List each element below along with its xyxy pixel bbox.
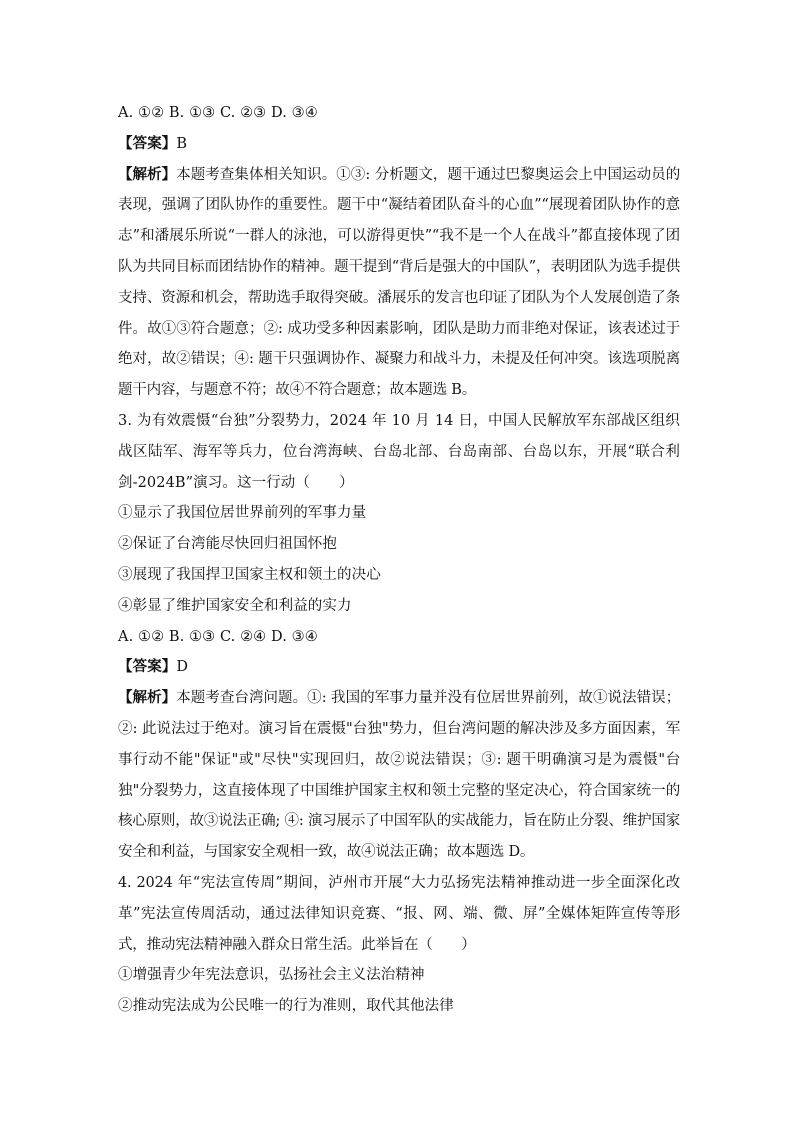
- q3-item-4: ④彰显了维护国家安全和利益的实力: [118, 597, 352, 614]
- answer-value: D: [176, 659, 189, 676]
- answer-value: B: [176, 135, 188, 152]
- q3-answer: [118, 652, 680, 683]
- analysis-label: 【解析】: [118, 165, 177, 183]
- q3-item-1: ①显示了我国位居世界前列的军事力量: [118, 505, 367, 522]
- q3-analysis: [118, 683, 680, 868]
- q2-analysis: [118, 160, 680, 406]
- q2-answer: [118, 129, 680, 160]
- answer-label: 【答案】: [118, 134, 177, 152]
- analysis-text: 本题考查台湾问题。①: 我国的军事力量并没有位居世界前列，故①说法错误；②: 此说法过于绝对。演习旨在震慑"台独"势力，但台湾问题的解决涉及多方面因素，军事行动不能"保证"或"尽快"实现回归，故②说法错误；③: 题干明确演习是为震慑"台独"分裂势力，这直接体现了中国维护国家主权和领土完整的坚定决心，符合国家统一的核心原则，故③说法正确; ④: 演习展示了中国军队的实战能力，旨在防止分裂、维护国家安全和利益，与国家安全观相一致，故④说法正确；故本题选 D。: [118, 690, 680, 861]
- q4-stem: 4. 2024 年“宪法宣传周”期间，泸州市开展“大力弘扬宪法精神推动进一步全面深化改革”宪法宣传周活动，通过法律知识竞赛、“报、网、端、微、屏”全媒体矩阵宣传等形式，推动宪法精神融入群众日常生活。此举旨在（ ）: [118, 874, 680, 953]
- q3-options: A. ①② B. ①③ C. ②④ D. ③④: [118, 628, 318, 645]
- answer-label: 【答案】: [118, 658, 177, 676]
- analysis-label: 【解析】: [118, 689, 177, 707]
- document-page: [118, 98, 680, 1022]
- q3-item-3: ③展现了我国捍卫国家主权和领土的决心: [118, 566, 381, 583]
- analysis-text: 本题考查集体相关知识。①③: 分析题文，题干通过巴黎奥运会上中国运动员的表现，强调了团队协作的重要性。题干中“凝结着团队奋斗的心血”“展现着团队协作的意志”和潘展乐所说“一群人的泳池，可以游得更快”“我不是一个人在战斗”都直接体现了团队为共同目标而团结协作的精神。题干提到“背后是强大的中国队”，表明团队为选手提供支持、资源和机会，帮助选手取得突破。潘展乐的发言也印证了团队为个人发展创造了条件。故①③符合题意；②: 成功受多种因素影响，团队是助力而非绝对保证，该表述过于绝对，故②错误；④: 题干只强调协作、凝聚力和战斗力，未提及任何冲突。该选项脱离题干内容，与题意不符；故④不符合题意；故本题选 B。: [118, 166, 680, 399]
- q3-stem: 3. 为有效震慑“台独”分裂势力，2024 年 10 月 14 日，中国人民解放军东部战区组织战区陆军、海军等兵力，位台湾海峡、台岛北部、台岛南部、台岛以东，开展“联合利剑-2024B”演习。这一行动（ ）: [118, 412, 680, 491]
- q3-item-2: ②保证了台湾能尽快回归祖国怀抱: [118, 536, 337, 553]
- q4-item-2: ②推动宪法成为公民唯一的行为准则，取代其他法律: [118, 998, 454, 1015]
- q2-options: A. ①② B. ①③ C. ②③ D. ③④: [118, 105, 318, 121]
- q4-item-1: ①增强青少年宪法意识，弘扬社会主义法治精神: [118, 967, 425, 984]
